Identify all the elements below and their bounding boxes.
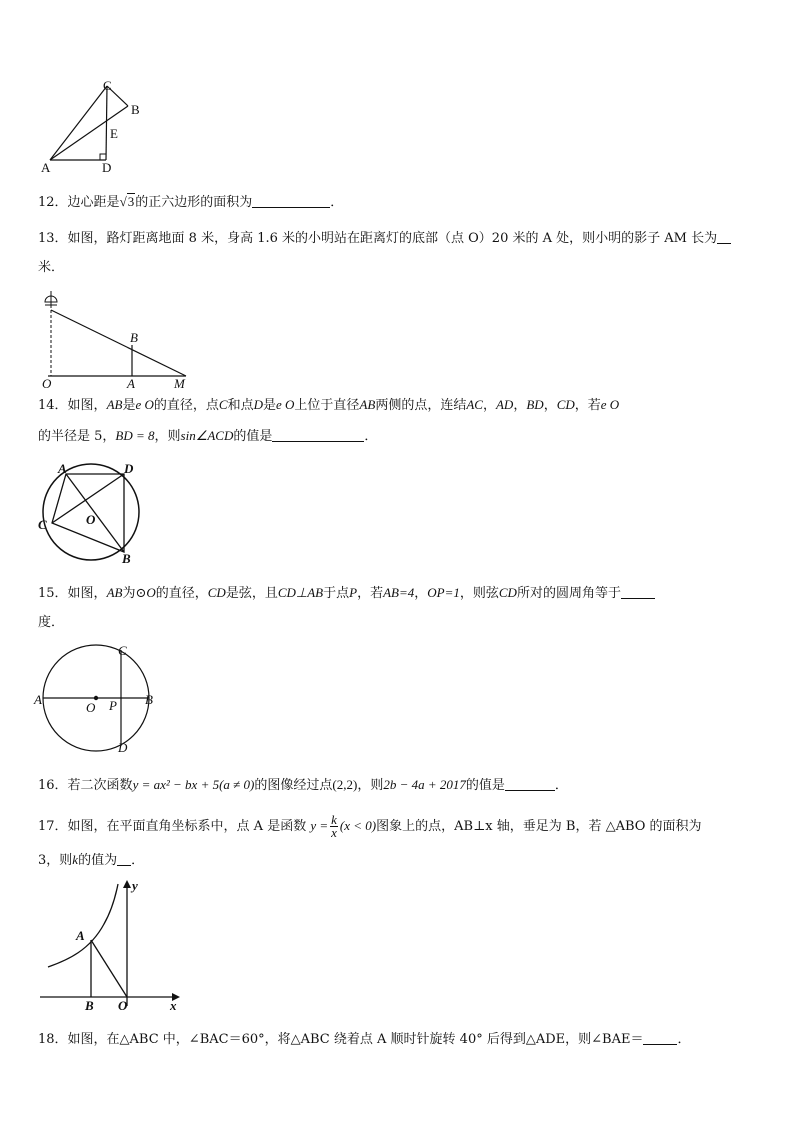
q14-answer-blank[interactable]	[272, 427, 364, 442]
q12-sqrt: √3	[119, 194, 135, 209]
q12-answer-blank[interactable]	[252, 193, 330, 208]
q18-text: 如图，在△ABC 中，∠BAC＝60°，将△ABC 绕着点 A 顺时针旋转 40° 后得到△ADE，则∠BAE＝	[67, 1032, 644, 1047]
q17-y-equals: y =	[310, 818, 329, 833]
q14-text: 上位于直径	[294, 398, 360, 413]
question-14	[38, 396, 619, 415]
q14-end: ．	[364, 429, 378, 444]
q14-c: C	[218, 397, 228, 412]
question-18	[38, 1030, 691, 1049]
q16-number: 16．	[38, 778, 68, 793]
q17-frac-den: x	[331, 825, 337, 840]
q14-bd: BD	[526, 397, 544, 412]
q15-text: 是弦，且	[225, 586, 278, 601]
label-O: O	[118, 998, 128, 1013]
question-17-line2	[38, 851, 144, 870]
figure-q14-svg	[34, 460, 154, 570]
q17-text: 图象上的点，AB⊥x 轴，垂足为 B，若 △ABO 的面积为	[376, 819, 702, 834]
q16-text: 的值是	[465, 778, 505, 793]
q12-radicand: 3	[127, 194, 135, 209]
label-x: x	[170, 998, 177, 1013]
label-B: B	[145, 692, 153, 707]
q14-text: ，若	[574, 398, 601, 413]
label-A: A	[127, 376, 135, 391]
question-16	[38, 776, 568, 795]
q17-k: k	[72, 852, 79, 867]
q15-line2: 度．	[38, 615, 65, 630]
q14-circle-o: e O	[600, 397, 620, 412]
label-M: M	[174, 376, 185, 391]
label-C: C	[118, 643, 127, 658]
q14-number: 14．	[38, 398, 68, 413]
q14-text: 的半径是 5，	[38, 429, 116, 444]
q15-eq-ab: AB=4	[383, 585, 415, 600]
q16-text: ，则	[357, 778, 384, 793]
q16-text: 的图像经过点	[254, 778, 333, 793]
label-B: B	[131, 102, 140, 117]
label-C: C	[38, 517, 47, 532]
q17-end: ．	[131, 853, 145, 868]
q15-text: 的直径，	[155, 586, 208, 601]
q18-number: 18．	[38, 1032, 68, 1047]
q15-number: 15．	[38, 586, 68, 601]
question-15-line2	[38, 614, 64, 632]
figure-q14-circle	[34, 460, 154, 570]
q16-text: 若二次函数	[67, 778, 133, 793]
figure-q17-coordinate	[38, 874, 188, 1014]
label-D: D	[102, 160, 112, 175]
q15-o: O	[146, 585, 156, 600]
label-O: O	[86, 512, 96, 527]
label-B: B	[122, 551, 131, 566]
q13-number: 13．	[38, 231, 68, 246]
q14-text: 的值是	[233, 429, 273, 444]
q17-text: 的值为	[78, 853, 118, 868]
q14-text: 的直径，点	[153, 398, 219, 413]
q15-perp: CD⊥AB	[277, 585, 324, 600]
q12-text-b: 的正六边形的面积为	[135, 195, 253, 210]
q17-text: 3，则	[38, 853, 73, 868]
label-O: O	[42, 376, 52, 391]
q15-text: ，则弦	[459, 586, 499, 601]
label-B: B	[85, 998, 94, 1013]
question-13-line2	[38, 259, 64, 277]
q14-ad: AD	[495, 397, 514, 412]
figure-q13-svg	[36, 290, 196, 390]
q14-sin-acd: sin∠ACD	[180, 428, 234, 443]
q14-text: 是	[262, 398, 276, 413]
question-17	[38, 814, 702, 839]
q15-p: P	[349, 585, 358, 600]
question-12	[38, 193, 343, 212]
q15-text: 所对的圆周角等于	[516, 586, 621, 601]
q12-number: 12．	[38, 195, 68, 210]
question-13	[38, 229, 731, 248]
q14-sep: ，	[482, 398, 496, 413]
q14-text: ，则	[154, 429, 181, 444]
q14-sep: ，	[513, 398, 527, 413]
figure-q11-triangle	[36, 78, 146, 178]
q15-text: 于点	[323, 586, 350, 601]
q18-end: ．	[677, 1032, 691, 1047]
q14-cd: CD	[556, 397, 575, 412]
q16-expression: 2b − 4a + 2017	[383, 777, 466, 792]
q16-answer-blank[interactable]	[505, 776, 555, 791]
label-D: D	[124, 461, 134, 476]
q15-text: 为⊙	[122, 586, 147, 601]
q15-answer-blank[interactable]	[621, 584, 655, 599]
label-P: P	[109, 698, 117, 713]
q17-frac-num: k	[331, 812, 337, 827]
label-C: C	[103, 78, 112, 93]
q14-ab: AB	[106, 397, 123, 412]
label-O: O	[86, 700, 96, 715]
q14-sep: ，	[543, 398, 557, 413]
q14-circle-o: e O	[135, 397, 154, 412]
q14-text: 两侧的点，连结	[375, 398, 467, 413]
q15-ab: AB	[106, 585, 123, 600]
y-arrow-icon	[123, 880, 131, 888]
q15-eq-op: OP=1	[427, 585, 460, 600]
q18-answer-blank[interactable]	[643, 1030, 677, 1045]
q17-answer-blank[interactable]	[117, 851, 131, 866]
q17-domain: (x < 0)	[339, 818, 377, 833]
q16-point: (2,2)	[332, 777, 358, 792]
q14-text: 如图，	[67, 398, 107, 413]
q13-line2: 米．	[38, 260, 65, 275]
q17-fraction	[330, 814, 338, 839]
q15-text: ，若	[357, 586, 384, 601]
question-15	[38, 584, 655, 603]
label-A: A	[58, 461, 67, 476]
figure-q17-svg	[38, 874, 188, 1014]
q16-function: y = ax² − bx + 5(a ≠ 0)	[132, 777, 255, 792]
question-14-line2	[38, 427, 377, 446]
q15-cd: CD	[207, 585, 226, 600]
q15-text: 如图，	[67, 586, 107, 601]
figure-q15-circle	[34, 640, 164, 758]
q14-text: 和点	[227, 398, 254, 413]
label-A: A	[41, 160, 51, 175]
q14-ac: AC	[466, 397, 483, 412]
figure-q11-svg	[36, 78, 146, 178]
q15-text: ，	[414, 586, 428, 601]
q14-d: D	[253, 397, 263, 412]
q14-bd-eq: BD = 8	[115, 428, 155, 443]
q14-circle-o: e O	[276, 397, 295, 412]
label-D: D	[118, 740, 128, 755]
q12-end: ．	[330, 195, 344, 210]
label-A: A	[76, 928, 85, 943]
q13-text: 如图，路灯距离地面 8 米，身高 1.6 米的小明站在距离灯的底部（点 O）20 米的 A 处，则小明的影子 AM 长为	[67, 231, 718, 246]
label-B: B	[130, 330, 138, 345]
q13-answer-blank[interactable]	[717, 229, 731, 244]
q12-text-a: 边心距是	[67, 195, 120, 210]
figure-q15-svg	[34, 640, 164, 758]
label-A: A	[34, 692, 42, 707]
figure-q13-lamp	[36, 290, 196, 390]
label-y: y	[132, 878, 138, 893]
q14-ab: AB	[359, 397, 376, 412]
q14-text: 是	[122, 398, 136, 413]
label-E: E	[110, 126, 118, 141]
q17-text: 如图，在平面直角坐标系中，点 A 是函数	[67, 819, 307, 834]
q17-number: 17．	[38, 819, 68, 834]
q16-end: ．	[554, 778, 568, 793]
q15-cd: CD	[498, 585, 517, 600]
